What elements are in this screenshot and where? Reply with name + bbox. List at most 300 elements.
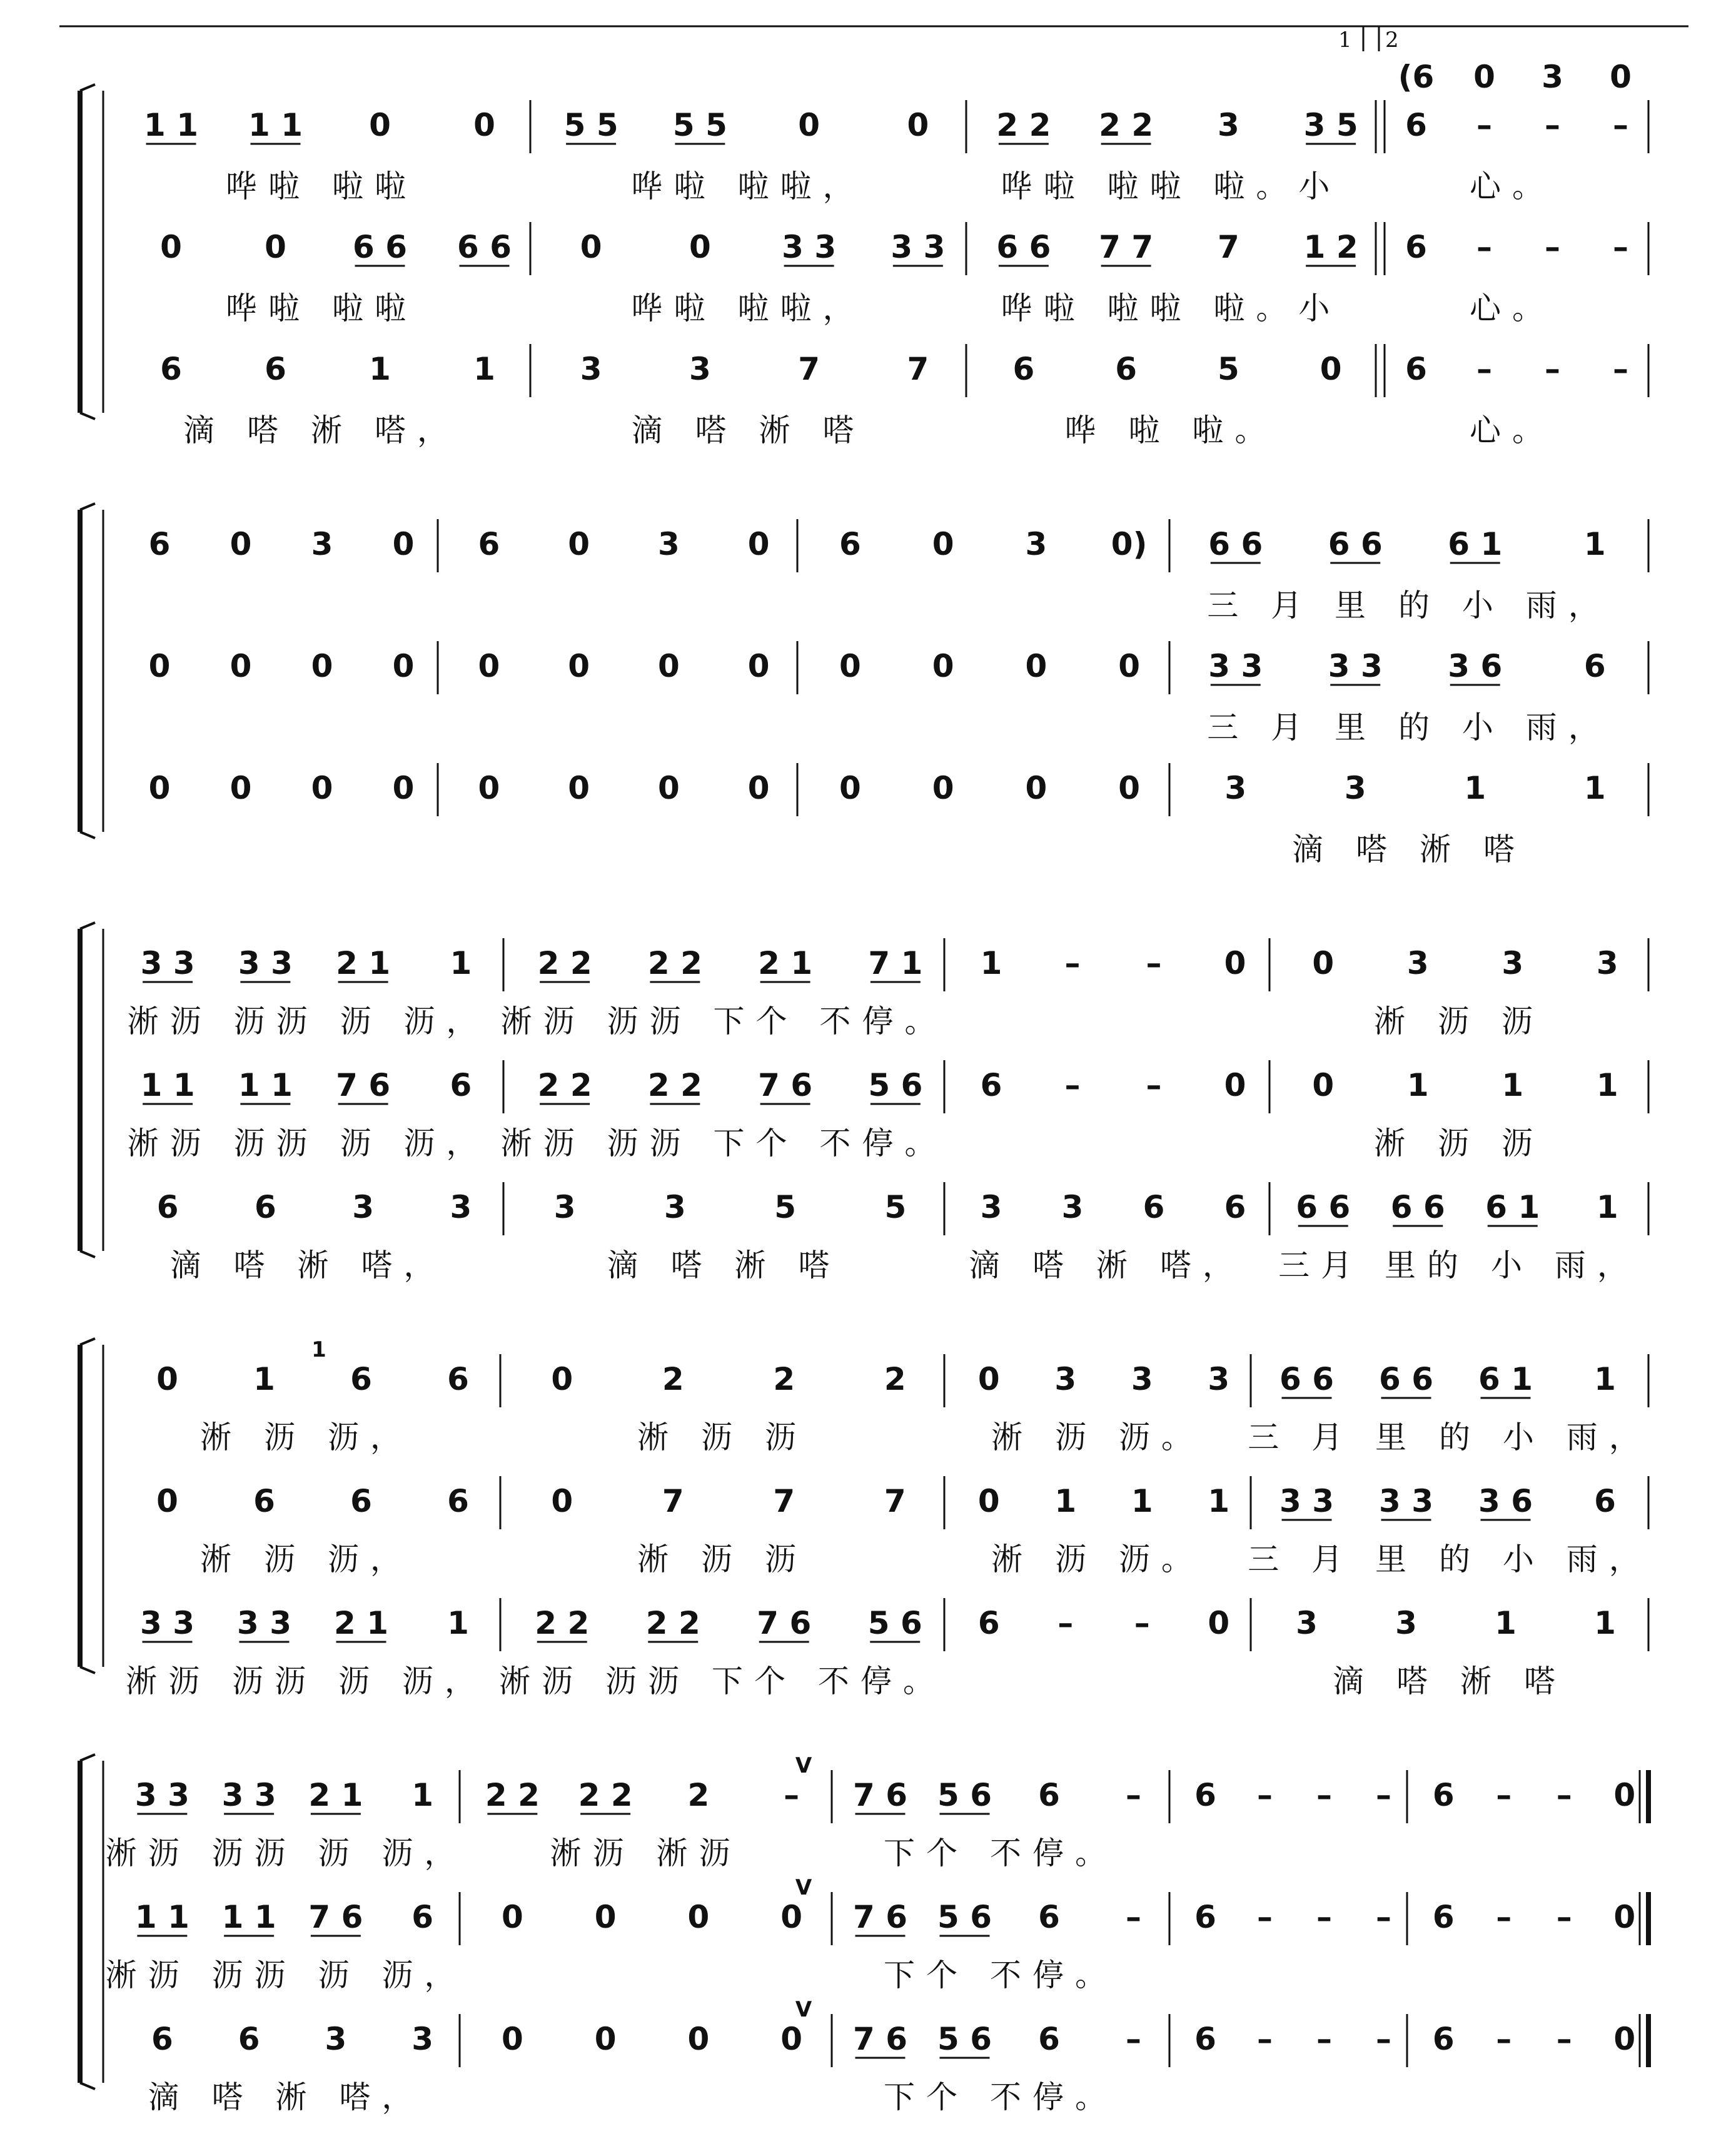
note-3-1-2-1: 1 bbox=[1054, 1483, 1077, 1519]
note-4-1-4-3: 0 bbox=[1613, 1899, 1636, 1935]
note-4-1-2-0: 7 6 bbox=[853, 1899, 907, 1935]
note-4-0-2-2: 6 bbox=[1038, 1777, 1060, 1813]
note-4-1-4-2: – bbox=[1556, 1899, 1572, 1935]
note-2-1-2-0: 6 bbox=[980, 1067, 1002, 1103]
note-2-1-0-2: 7 6 bbox=[336, 1067, 391, 1103]
note-1-2-0-2: 0 bbox=[311, 770, 333, 806]
lyric-2-2-2: 滴 嗒 淅 嗒， bbox=[969, 1247, 1245, 1283]
note-1-1-2-3: 0 bbox=[1118, 648, 1141, 684]
note-0-2-1-0: 3 bbox=[580, 351, 602, 387]
lyric-2-0-0: 淅沥 沥沥 沥 沥， bbox=[127, 1003, 489, 1040]
note-2-2-2-1: 3 bbox=[1061, 1189, 1084, 1225]
note-1-1-0-0: 0 bbox=[148, 648, 171, 684]
note-3-2-2-1: – bbox=[1057, 1605, 1074, 1641]
note-0-2-2-2: 5 bbox=[1217, 351, 1239, 387]
note-0-0-0-2: 0 bbox=[369, 107, 391, 143]
note-2-2-2-3: 6 bbox=[1224, 1189, 1246, 1225]
note-4-2-0-2: 3 bbox=[325, 2021, 347, 2057]
note-4-2-3-0: 6 bbox=[1194, 2021, 1216, 2057]
note-2-0-0-2: 2 1 bbox=[336, 945, 391, 981]
note-4-0-3-0: 6 bbox=[1194, 1777, 1216, 1813]
lyric-2-1-3: 淅 沥 沥 bbox=[1374, 1125, 1544, 1162]
note-0-1-2-3: 1 2 bbox=[1303, 229, 1358, 265]
note-0-0-1-0: 5 5 bbox=[563, 107, 618, 143]
note-2-2-3-2: 6 1 bbox=[1485, 1189, 1540, 1225]
note-4-2-1-2: 0 bbox=[687, 2021, 710, 2057]
note-1-2-3-1: 3 bbox=[1344, 770, 1366, 806]
note-3-2-0-2: 2 1 bbox=[334, 1605, 388, 1641]
breath-mark: V bbox=[795, 1753, 812, 1778]
note-1-0-2-2: 3 bbox=[1025, 526, 1047, 562]
note-3-0-1-2: 2 bbox=[773, 1361, 795, 1397]
note-1-0-0-2: 3 bbox=[311, 526, 333, 562]
lyric-0-1-2: 哗啦 啦啦 啦。小 bbox=[1001, 290, 1341, 326]
note-1-1-2-1: 0 bbox=[932, 648, 954, 684]
note-2-0-1-0: 2 2 bbox=[537, 945, 592, 981]
note-1-1-3-0: 3 3 bbox=[1208, 648, 1263, 684]
note-1-2-0-1: 0 bbox=[230, 770, 252, 806]
lyric-0-2-1: 滴 嗒 淅 嗒 bbox=[631, 412, 865, 448]
note-2-0-0-1: 3 3 bbox=[238, 945, 293, 981]
note-1-1-1-2: 0 bbox=[657, 648, 680, 684]
note-1-0-2-1: 0 bbox=[932, 526, 954, 562]
note-2-0-1-2: 2 1 bbox=[758, 945, 813, 981]
note-4-1-2-2: 6 bbox=[1038, 1899, 1060, 1935]
note-4-2-1-0: 0 bbox=[501, 2021, 523, 2057]
note-1-1-3-2: 3 6 bbox=[1448, 648, 1503, 684]
system-bracket-bottom bbox=[80, 1251, 95, 1257]
note-0-2-1-3: 7 bbox=[907, 351, 929, 387]
note-4-1-2-3: – bbox=[1126, 1899, 1141, 1935]
note-0-1-2-1: 7 7 bbox=[1099, 229, 1154, 265]
note-4-0-3-1: – bbox=[1257, 1777, 1273, 1813]
note-0-0-2-0: 2 2 bbox=[996, 107, 1051, 143]
note-4-0-0-2: 2 1 bbox=[308, 1777, 363, 1813]
note-0-1-2-0: 6 6 bbox=[996, 229, 1051, 265]
note-0-0-0-3: 0 bbox=[473, 107, 495, 143]
note-1-2-3-0: 3 bbox=[1224, 770, 1247, 806]
note-0-2-0-2: 1 bbox=[369, 351, 391, 387]
system-bracket-top bbox=[80, 504, 95, 510]
lyric-2-1-1: 淅沥 沥沥 下个 不停。 bbox=[500, 1125, 947, 1162]
note-4-0-2-3: – bbox=[1126, 1777, 1141, 1813]
note-1-1-1-1: 0 bbox=[568, 648, 590, 684]
note-0-0-3-2: – bbox=[1545, 107, 1560, 143]
note-4-1-2-1: 5 6 bbox=[937, 1899, 992, 1935]
note-4-0-4-2: – bbox=[1556, 1777, 1572, 1813]
note-4-0-1-2: 2 bbox=[687, 1777, 710, 1813]
note-4-2-0-1: 6 bbox=[238, 2021, 260, 2057]
note-4-2-3-2: – bbox=[1316, 2021, 1332, 2057]
note-1-1-2-0: 0 bbox=[839, 648, 861, 684]
intro-note-3: 0 bbox=[1610, 59, 1632, 95]
lyric-4-1-2: 下个 不停。 bbox=[884, 1957, 1118, 1993]
note-3-2-0-3: 1 bbox=[447, 1605, 469, 1641]
note-2-0-0-3: 1 bbox=[450, 945, 472, 981]
lyric-2-0-1: 淅沥 沥沥 下个 不停。 bbox=[500, 1003, 947, 1040]
lyric-3-0-0: 淅 沥 沥， bbox=[200, 1419, 413, 1455]
note-4-1-3-2: – bbox=[1316, 1899, 1332, 1935]
note-3-1-1-2: 7 bbox=[773, 1483, 795, 1519]
note-1-1-0-3: 0 bbox=[392, 648, 415, 684]
note-3-1-0-3: 6 bbox=[447, 1483, 469, 1519]
note-3-2-1-0: 2 2 bbox=[535, 1605, 590, 1641]
note-3-1-3-0: 3 3 bbox=[1279, 1483, 1334, 1519]
note-0-1-0-0: 0 bbox=[160, 229, 182, 265]
note-1-0-1-1: 0 bbox=[568, 526, 590, 562]
lyric-3-1-0: 淅 沥 沥， bbox=[200, 1541, 413, 1577]
note-1-2-0-0: 0 bbox=[148, 770, 171, 806]
system-bracket-top bbox=[80, 1754, 95, 1761]
note-2-1-3-0: 0 bbox=[1312, 1067, 1335, 1103]
lyric-2-0-3: 淅 沥 沥 bbox=[1374, 1003, 1544, 1040]
note-2-1-3-1: 1 bbox=[1406, 1067, 1429, 1103]
system-bracket-bottom bbox=[80, 413, 95, 419]
note-0-0-1-1: 5 5 bbox=[672, 107, 727, 143]
lyric-1-0-3: 三 月 里 的 小 雨， bbox=[1207, 587, 1611, 624]
note-0-1-1-1: 0 bbox=[689, 229, 711, 265]
note-1-0-2-0: 6 bbox=[839, 526, 861, 562]
note-0-1-1-2: 3 3 bbox=[782, 229, 837, 265]
note-3-1-3-3: 6 bbox=[1594, 1483, 1616, 1519]
note-4-0-1-1: 2 2 bbox=[578, 1777, 633, 1813]
note-2-2-0-0: 6 bbox=[156, 1189, 179, 1225]
note-2-0-3-3: 3 bbox=[1596, 945, 1618, 981]
note-0-0-3-1: – bbox=[1476, 107, 1492, 143]
system-bracket-top bbox=[80, 84, 95, 91]
note-1-0-0-3: 0 bbox=[392, 526, 415, 562]
note-3-0-3-2: 6 1 bbox=[1478, 1361, 1533, 1397]
note-1-0-3-1: 6 6 bbox=[1328, 526, 1383, 562]
lyric-0-0-3: 心。 bbox=[1470, 168, 1555, 205]
note-0-2-3-1: – bbox=[1476, 351, 1492, 387]
note-3-2-3-1: 3 bbox=[1395, 1605, 1417, 1641]
note-3-1-3-1: 3 3 bbox=[1379, 1483, 1433, 1519]
note-0-0-2-2: 3 bbox=[1217, 107, 1239, 143]
lyric-0-1-0: 哗啦 啦啦 bbox=[226, 290, 417, 326]
note-3-2-2-3: 0 bbox=[1208, 1605, 1230, 1641]
note-0-2-3-2: – bbox=[1545, 351, 1560, 387]
lyric-3-2-1: 淅沥 沥沥 下个 不停。 bbox=[499, 1663, 946, 1699]
note-2-0-3-1: 3 bbox=[1406, 945, 1429, 981]
note-3-1-1-3: 7 bbox=[884, 1483, 906, 1519]
note-1-0-2-3: 0) bbox=[1111, 526, 1148, 562]
note-4-1-1-0: 0 bbox=[501, 1899, 523, 1935]
lyric-4-2-0: 滴 嗒 淅 嗒， bbox=[148, 2079, 425, 2115]
intro-note-2: 3 bbox=[1542, 59, 1563, 95]
note-4-2-4-3: 0 bbox=[1613, 2021, 1636, 2057]
note-2-1-1-0: 2 2 bbox=[537, 1067, 592, 1103]
note-3-0-2-2: 3 bbox=[1131, 1361, 1153, 1397]
note-2-1-3-3: 1 bbox=[1596, 1067, 1618, 1103]
note-1-2-3-2: 1 bbox=[1464, 770, 1486, 806]
note-1-1-0-1: 0 bbox=[230, 648, 252, 684]
note-2-2-1-1: 3 bbox=[664, 1189, 686, 1225]
note-0-1-0-3: 6 6 bbox=[457, 229, 512, 265]
note-4-2-2-2: 6 bbox=[1038, 2021, 1060, 2057]
system-bracket-bottom bbox=[80, 832, 95, 838]
volta-2-label: 2 bbox=[1385, 28, 1399, 53]
note-3-0-0-3: 6 bbox=[447, 1361, 469, 1397]
lyric-0-1-1: 哗啦 啦啦， bbox=[631, 290, 865, 326]
note-1-1-2-2: 0 bbox=[1025, 648, 1047, 684]
note-2-1-1-1: 2 2 bbox=[647, 1067, 702, 1103]
note-2-2-3-0: 6 6 bbox=[1296, 1189, 1351, 1225]
note-3-0-0-0: 0 bbox=[156, 1361, 178, 1397]
note-4-0-0-1: 3 3 bbox=[221, 1777, 276, 1813]
note-2-2-2-0: 3 bbox=[980, 1189, 1002, 1225]
note-0-0-1-3: 0 bbox=[907, 107, 929, 143]
lyric-0-0-0: 哗啦 啦啦 bbox=[226, 168, 417, 205]
note-4-1-3-1: – bbox=[1257, 1899, 1273, 1935]
note-1-0-1-3: 0 bbox=[747, 526, 770, 562]
note-4-0-3-2: – bbox=[1316, 1777, 1332, 1813]
note-0-0-1-2: 0 bbox=[798, 107, 820, 143]
note-1-0-1-2: 3 bbox=[657, 526, 680, 562]
note-4-0-4-0: 6 bbox=[1432, 1777, 1455, 1813]
note-3-0-3-1: 6 6 bbox=[1379, 1361, 1433, 1397]
grace-note: 1 bbox=[311, 1337, 326, 1362]
note-0-0-0-1: 1 1 bbox=[248, 107, 303, 143]
note-3-1-2-2: 1 bbox=[1131, 1483, 1153, 1519]
note-0-0-0-0: 1 1 bbox=[144, 107, 198, 143]
note-4-2-2-3: – bbox=[1126, 2021, 1141, 2057]
note-0-1-0-2: 6 6 bbox=[353, 229, 407, 265]
note-2-1-2-3: 0 bbox=[1224, 1067, 1246, 1103]
note-3-2-2-2: – bbox=[1134, 1605, 1150, 1641]
note-4-0-0-0: 3 3 bbox=[134, 1777, 189, 1813]
note-4-2-2-0: 7 6 bbox=[853, 2021, 907, 2057]
note-2-0-3-2: 3 bbox=[1501, 945, 1524, 981]
note-2-1-0-1: 1 1 bbox=[238, 1067, 293, 1103]
lyric-3-0-2: 淅 沥 沥。 bbox=[991, 1419, 1204, 1455]
note-2-2-1-0: 3 bbox=[553, 1189, 576, 1225]
note-4-2-4-0: 6 bbox=[1432, 2021, 1455, 2057]
note-1-2-2-2: 0 bbox=[1025, 770, 1047, 806]
note-3-0-2-0: 0 bbox=[977, 1361, 1000, 1397]
note-0-1-0-1: 0 bbox=[265, 229, 286, 265]
lyric-4-1-0: 淅沥 沥沥 沥 沥， bbox=[105, 1957, 467, 1993]
note-3-0-0-2: 6 bbox=[350, 1361, 372, 1397]
note-3-1-1-1: 7 bbox=[662, 1483, 684, 1519]
note-4-0-3-3: – bbox=[1376, 1777, 1391, 1813]
note-1-1-0-2: 0 bbox=[311, 648, 333, 684]
note-2-2-0-2: 3 bbox=[352, 1189, 375, 1225]
note-4-1-4-1: – bbox=[1496, 1899, 1512, 1935]
note-2-1-3-2: 1 bbox=[1501, 1067, 1524, 1103]
breath-mark: V bbox=[795, 1875, 812, 1900]
note-3-0-1-3: 2 bbox=[884, 1361, 906, 1397]
note-3-2-2-0: 6 bbox=[977, 1605, 1000, 1641]
note-0-0-2-3: 3 5 bbox=[1303, 107, 1358, 143]
note-1-2-1-1: 0 bbox=[568, 770, 590, 806]
system-bracket-bottom bbox=[80, 2083, 95, 2089]
note-2-0-2-1: – bbox=[1064, 945, 1081, 981]
lyric-3-1-3: 三 月 里 的 小 雨， bbox=[1248, 1541, 1652, 1577]
lyric-0-0-2: 哗啦 啦啦 啦。小 bbox=[1001, 168, 1341, 205]
note-0-2-1-1: 3 bbox=[689, 351, 711, 387]
note-4-0-2-1: 5 6 bbox=[937, 1777, 992, 1813]
note-0-2-0-3: 1 bbox=[473, 351, 495, 387]
note-0-2-3-0: 6 bbox=[1405, 351, 1427, 387]
note-0-1-3-2: – bbox=[1545, 229, 1560, 265]
system-bracket-bottom bbox=[80, 1667, 95, 1673]
note-3-1-3-2: 3 6 bbox=[1478, 1483, 1533, 1519]
note-3-2-1-3: 5 6 bbox=[867, 1605, 922, 1641]
note-2-1-2-2: – bbox=[1146, 1067, 1162, 1103]
note-4-1-1-3: 0 bbox=[780, 1899, 803, 1935]
note-4-2-4-1: – bbox=[1496, 2021, 1512, 2057]
lyric-3-0-1: 淅 沥 沥 bbox=[637, 1419, 807, 1455]
note-0-1-1-3: 3 3 bbox=[891, 229, 946, 265]
note-0-2-1-2: 7 bbox=[798, 351, 820, 387]
note-1-2-1-2: 0 bbox=[657, 770, 680, 806]
note-0-1-2-2: 7 bbox=[1217, 229, 1239, 265]
note-1-0-1-0: 6 bbox=[478, 526, 500, 562]
note-2-1-0-3: 6 bbox=[450, 1067, 472, 1103]
note-4-0-2-0: 7 6 bbox=[853, 1777, 907, 1813]
lyric-3-2-3: 滴 嗒 淅 嗒 bbox=[1333, 1663, 1567, 1699]
note-1-2-2-1: 0 bbox=[932, 770, 954, 806]
note-0-2-2-1: 6 bbox=[1115, 351, 1138, 387]
note-3-0-0-1: 1 bbox=[253, 1361, 275, 1397]
system-bracket-top bbox=[80, 923, 95, 929]
note-4-0-0-3: 1 bbox=[411, 1777, 434, 1813]
lyric-2-2-0: 滴 嗒 淅 嗒， bbox=[169, 1247, 447, 1283]
note-3-2-0-0: 3 3 bbox=[140, 1605, 194, 1641]
lyric-0-0-1: 哗啦 啦啦， bbox=[631, 168, 865, 205]
note-3-1-0-1: 6 bbox=[253, 1483, 275, 1519]
lyric-0-2-3: 心。 bbox=[1470, 412, 1555, 448]
lyric-0-2-2: 哗 啦 啦。 bbox=[1064, 412, 1278, 448]
note-3-2-3-0: 3 bbox=[1296, 1605, 1318, 1641]
lyric-0-2-0: 滴 嗒 淅 嗒， bbox=[183, 412, 460, 448]
note-4-1-0-1: 1 1 bbox=[221, 1899, 276, 1935]
breath-mark: V bbox=[795, 1997, 812, 2022]
note-2-1-0-0: 1 1 bbox=[140, 1067, 195, 1103]
note-4-1-1-2: 0 bbox=[687, 1899, 710, 1935]
note-3-2-1-2: 7 6 bbox=[757, 1605, 812, 1641]
note-2-0-1-3: 7 1 bbox=[868, 945, 923, 981]
note-1-1-1-0: 0 bbox=[478, 648, 500, 684]
note-4-1-0-2: 7 6 bbox=[308, 1899, 363, 1935]
note-1-0-3-2: 6 1 bbox=[1448, 526, 1503, 562]
intro-note-1: 0 bbox=[1473, 59, 1495, 95]
note-0-2-2-0: 6 bbox=[1012, 351, 1035, 387]
note-1-2-2-0: 0 bbox=[839, 770, 861, 806]
note-4-2-1-3: 0 bbox=[780, 2021, 803, 2057]
lyric-3-2-0: 淅沥 沥沥 沥 沥， bbox=[126, 1663, 487, 1699]
note-2-0-0-0: 3 3 bbox=[140, 945, 195, 981]
note-2-1-2-1: – bbox=[1064, 1067, 1081, 1103]
note-3-0-1-0: 0 bbox=[551, 1361, 573, 1397]
note-3-0-2-3: 3 bbox=[1208, 1361, 1230, 1397]
note-3-2-0-1: 3 3 bbox=[237, 1605, 291, 1641]
note-1-2-3-3: 1 bbox=[1583, 770, 1606, 806]
note-4-0-1-3: – bbox=[784, 1777, 800, 1813]
lyric-3-1-2: 淅 沥 沥。 bbox=[991, 1541, 1204, 1577]
note-0-2-3-3: – bbox=[1613, 351, 1628, 387]
note-4-2-1-1: 0 bbox=[594, 2021, 617, 2057]
note-3-2-3-3: 1 bbox=[1594, 1605, 1616, 1641]
note-1-2-0-3: 0 bbox=[392, 770, 415, 806]
note-4-2-4-2: – bbox=[1556, 2021, 1572, 2057]
note-4-1-4-0: 6 bbox=[1432, 1899, 1455, 1935]
note-1-2-2-3: 0 bbox=[1118, 770, 1141, 806]
lyric-3-0-3: 三 月 里 的 小 雨， bbox=[1248, 1419, 1652, 1455]
note-2-2-1-3: 5 bbox=[884, 1189, 907, 1225]
note-3-2-1-1: 2 2 bbox=[645, 1605, 700, 1641]
note-4-1-3-3: – bbox=[1376, 1899, 1391, 1935]
note-1-0-3-0: 6 6 bbox=[1208, 526, 1263, 562]
note-1-2-1-3: 0 bbox=[747, 770, 770, 806]
lyric-1-1-3: 三 月 里 的 小 雨， bbox=[1207, 709, 1611, 746]
note-2-2-3-1: 6 6 bbox=[1390, 1189, 1445, 1225]
note-2-0-2-2: – bbox=[1146, 945, 1162, 981]
lyric-2-2-3: 三月 里的 小 雨， bbox=[1278, 1247, 1640, 1283]
note-2-2-2-2: 6 bbox=[1143, 1189, 1165, 1225]
note-1-1-1-3: 0 bbox=[747, 648, 770, 684]
note-3-0-2-1: 3 bbox=[1054, 1361, 1077, 1397]
note-4-2-0-0: 6 bbox=[151, 2021, 173, 2057]
note-0-1-3-3: – bbox=[1613, 229, 1628, 265]
system-bracket-top bbox=[80, 1339, 95, 1345]
note-0-2-0-0: 6 bbox=[160, 351, 182, 387]
note-0-1-3-1: – bbox=[1476, 229, 1492, 265]
note-2-0-1-1: 2 2 bbox=[647, 945, 702, 981]
note-4-0-4-3: 0 bbox=[1613, 1777, 1636, 1813]
note-2-1-1-2: 7 6 bbox=[758, 1067, 813, 1103]
note-0-1-1-0: 0 bbox=[580, 229, 602, 265]
volta-1-label: 1 bbox=[1338, 28, 1352, 53]
note-4-1-1-1: 0 bbox=[594, 1899, 617, 1935]
note-3-0-1-1: 2 bbox=[662, 1361, 684, 1397]
lyric-4-0-2: 下个 不停。 bbox=[884, 1835, 1118, 1871]
note-3-2-3-2: 1 bbox=[1495, 1605, 1516, 1641]
note-3-1-0-0: 0 bbox=[156, 1483, 178, 1519]
note-2-1-1-3: 5 6 bbox=[868, 1067, 923, 1103]
note-2-0-2-3: 0 bbox=[1224, 945, 1246, 981]
lyric-4-0-0: 淅沥 沥沥 沥 沥， bbox=[105, 1835, 467, 1871]
note-1-0-0-0: 6 bbox=[148, 526, 171, 562]
note-0-0-2-1: 2 2 bbox=[1099, 107, 1154, 143]
note-3-0-3-3: 1 bbox=[1594, 1361, 1616, 1397]
note-0-0-3-3: – bbox=[1613, 107, 1628, 143]
lyric-4-2-2: 下个 不停。 bbox=[884, 2079, 1118, 2115]
note-3-1-0-2: 6 bbox=[350, 1483, 372, 1519]
note-4-0-1-0: 2 2 bbox=[485, 1777, 540, 1813]
note-0-0-3-0: 6 bbox=[1405, 107, 1427, 143]
lyric-0-1-3: 心。 bbox=[1470, 290, 1555, 326]
note-1-1-3-3: 6 bbox=[1583, 648, 1606, 684]
note-3-1-2-0: 0 bbox=[977, 1483, 1000, 1519]
note-2-0-3-0: 0 bbox=[1312, 945, 1335, 981]
note-4-2-2-1: 5 6 bbox=[937, 2021, 992, 2057]
note-2-2-0-1: 6 bbox=[254, 1189, 276, 1225]
note-4-1-0-3: 6 bbox=[411, 1899, 434, 1935]
note-3-1-2-3: 1 bbox=[1208, 1483, 1230, 1519]
note-3-1-1-0: 0 bbox=[551, 1483, 573, 1519]
note-4-2-3-3: – bbox=[1376, 2021, 1391, 2057]
lyric-4-0-1: 淅沥 淅沥 bbox=[550, 1835, 742, 1871]
note-4-1-0-0: 1 1 bbox=[134, 1899, 189, 1935]
note-1-1-3-1: 3 3 bbox=[1328, 648, 1383, 684]
note-1-2-1-0: 0 bbox=[478, 770, 500, 806]
lyric-1-2-3: 滴 嗒 淅 嗒 bbox=[1292, 831, 1526, 868]
note-4-1-3-0: 6 bbox=[1194, 1899, 1216, 1935]
note-4-2-0-3: 3 bbox=[411, 2021, 434, 2057]
note-2-2-1-2: 5 bbox=[774, 1189, 797, 1225]
